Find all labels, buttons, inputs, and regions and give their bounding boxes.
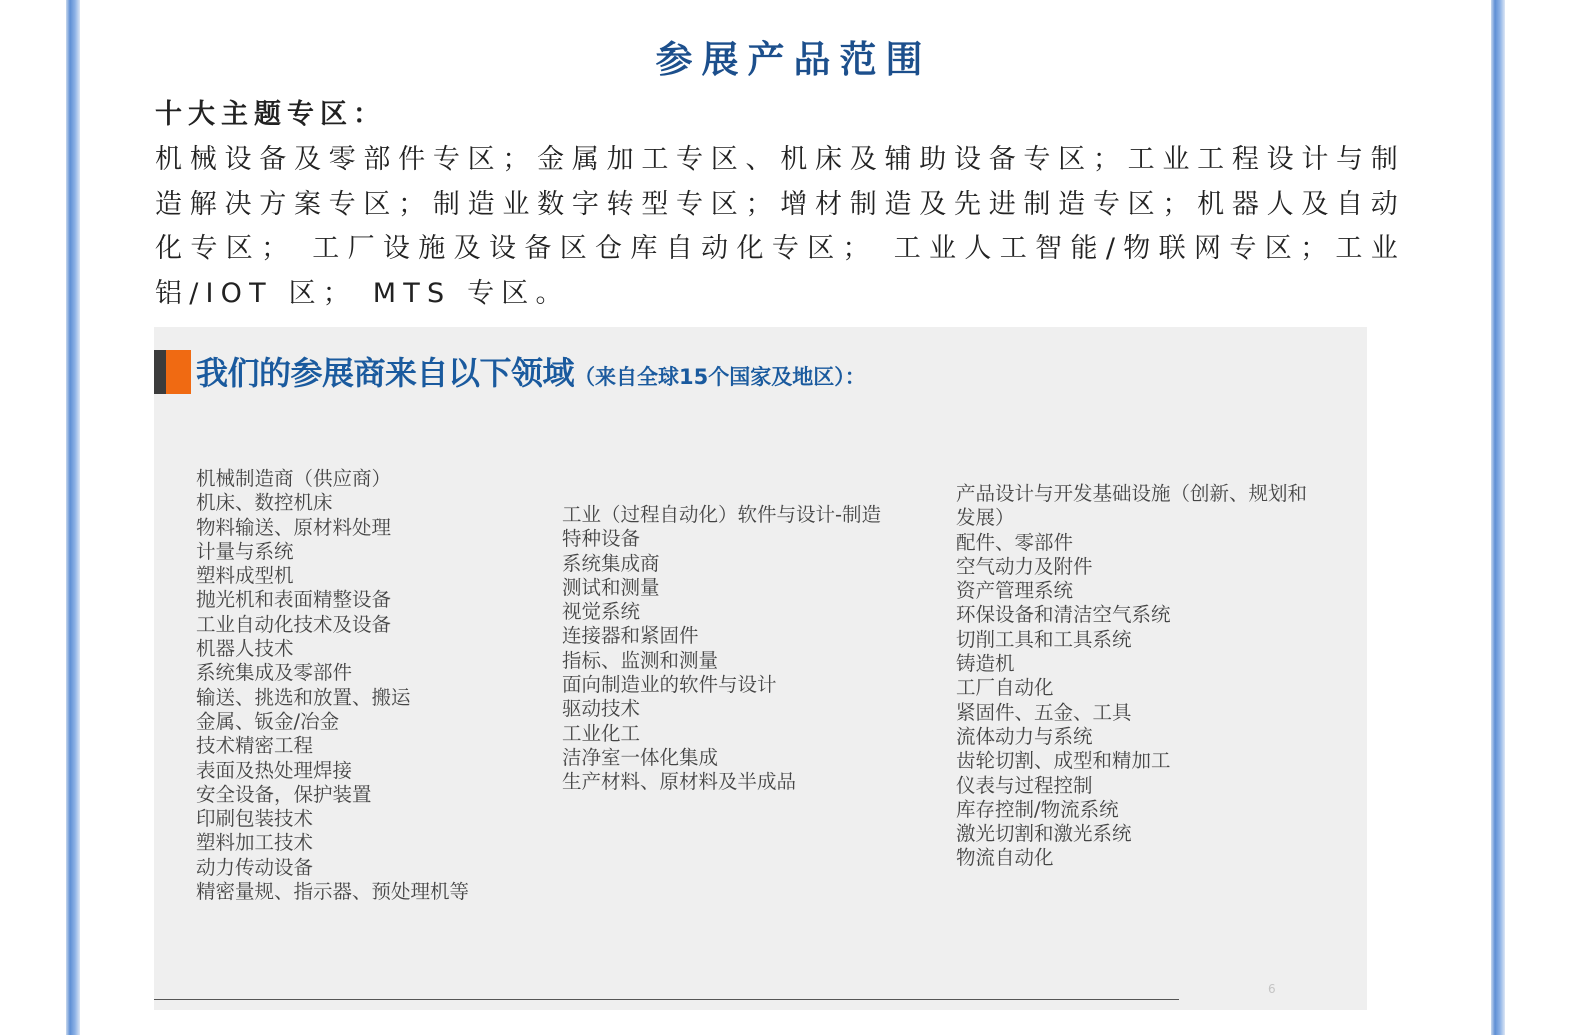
sector-list-item: 流体动力与系统 <box>956 724 1093 748</box>
sector-list-item: 齿轮切割、成型和精加工 <box>956 749 1171 773</box>
sector-list-column-3 <box>956 482 1316 871</box>
sector-list-item: 表面及热处理焊接 <box>196 758 353 782</box>
sector-list-item: 连接器和紧固件 <box>562 624 699 648</box>
sector-list-item: 空气动力及附件 <box>956 554 1093 578</box>
page-title: 参展产品范围 <box>655 38 932 81</box>
sector-list-item: 机械制造商（供应商） <box>196 467 392 490</box>
frame-border-left <box>66 0 80 1035</box>
heading-accent-bar-orange <box>166 350 191 394</box>
panel-heading-sub: （来自全球15个国家及地区）： <box>574 365 866 389</box>
zones-text: 机械设备及零部件专区；金属加工专区、机床及辅助设备专区；工业工程设计与制造解决方案专区；制造业数字转型专区；增材制造及先进制造专区；机器人及自动化专区； 工厂设施及设备区仓库自动化专区； 工业人工智能/物联网专区；工业铝/IOT 区； MTS 专区。 <box>155 144 1405 310</box>
panel-heading-main: 我们的参展商来自以下领域 <box>196 354 575 392</box>
sector-list-item: 精密量规、指示器、预处理机等 <box>196 880 470 904</box>
sector-list-item: 计量与系统 <box>196 539 294 563</box>
sector-list-item: 技术精密工程 <box>196 734 314 758</box>
sector-list-item: 金属、钣金/冶金 <box>196 709 340 733</box>
sector-list-item: 印刷包装技术 <box>196 807 314 831</box>
sector-list-item: 工厂自动化 <box>956 676 1054 700</box>
sector-list-item: 生产材料、原材料及半成品 <box>562 770 797 794</box>
sector-list-item: 工业（过程自动化）软件与设计-制造 <box>562 503 882 526</box>
sector-list-item: 系统集成及零部件 <box>196 661 353 685</box>
heading-accent-bar-dark <box>154 350 166 394</box>
sector-list-item: 环保设备和清洁空气系统 <box>956 603 1171 627</box>
frame-border-right <box>1491 0 1505 1035</box>
sector-list-item: 工业化工 <box>562 721 641 745</box>
sector-list-item: 动力传动设备 <box>196 855 314 879</box>
sector-list-item: 洁净室一体化集成 <box>562 745 719 769</box>
sector-list-item: 资产管理系统 <box>956 579 1074 603</box>
exhibitor-panel <box>154 327 1367 1010</box>
sector-list-item: 库存控制/物流系统 <box>956 797 1119 821</box>
sector-list-item: 视觉系统 <box>562 600 641 624</box>
panel-heading <box>196 351 866 401</box>
sector-list-item: 驱动技术 <box>562 697 641 721</box>
sector-list-item: 铸造机 <box>956 652 1015 676</box>
panel-bottom-rule <box>154 999 1179 1000</box>
sector-list-item: 输送、挑选和放置、搬运 <box>196 685 411 709</box>
sector-list-item: 系统集成商 <box>562 551 660 575</box>
sector-list-column-2 <box>562 503 881 795</box>
sector-list-item: 仪表与过程控制 <box>956 773 1093 797</box>
sector-list-item: 产品设计与开发基础设施（创新、规划和发展） <box>956 482 1308 530</box>
sector-list-item: 指标、监测和测量 <box>562 648 719 672</box>
sector-list-item: 紧固件、五金、工具 <box>956 700 1132 724</box>
sector-list-item: 物料输送、原材料处理 <box>196 515 392 539</box>
zones-heading: 十大主题专区： <box>155 99 386 130</box>
sector-list-item: 面向制造业的软件与设计 <box>562 673 777 697</box>
sector-list-item: 机器人技术 <box>196 637 294 661</box>
sector-list-item: 测试和测量 <box>562 575 660 599</box>
sector-list-item: 特种设备 <box>562 527 641 551</box>
sector-list-item: 抛光机和表面精整设备 <box>196 588 392 612</box>
sector-list-item: 工业自动化技术及设备 <box>196 612 392 636</box>
page-number: 6 <box>1268 982 1276 996</box>
sector-list-item: 激光切割和激光系统 <box>956 822 1132 846</box>
sector-list-item: 塑料成型机 <box>196 564 294 588</box>
sector-list-item: 塑料加工技术 <box>196 831 314 855</box>
sector-list-item: 机床、数控机床 <box>196 491 333 515</box>
sector-list-item: 切削工具和工具系统 <box>956 627 1132 651</box>
sector-list-item: 配件、零部件 <box>956 530 1074 554</box>
sector-list-column-1 <box>196 467 469 904</box>
sector-list-item: 物流自动化 <box>956 846 1054 870</box>
sector-list-item: 安全设备，保护装置 <box>196 782 372 806</box>
